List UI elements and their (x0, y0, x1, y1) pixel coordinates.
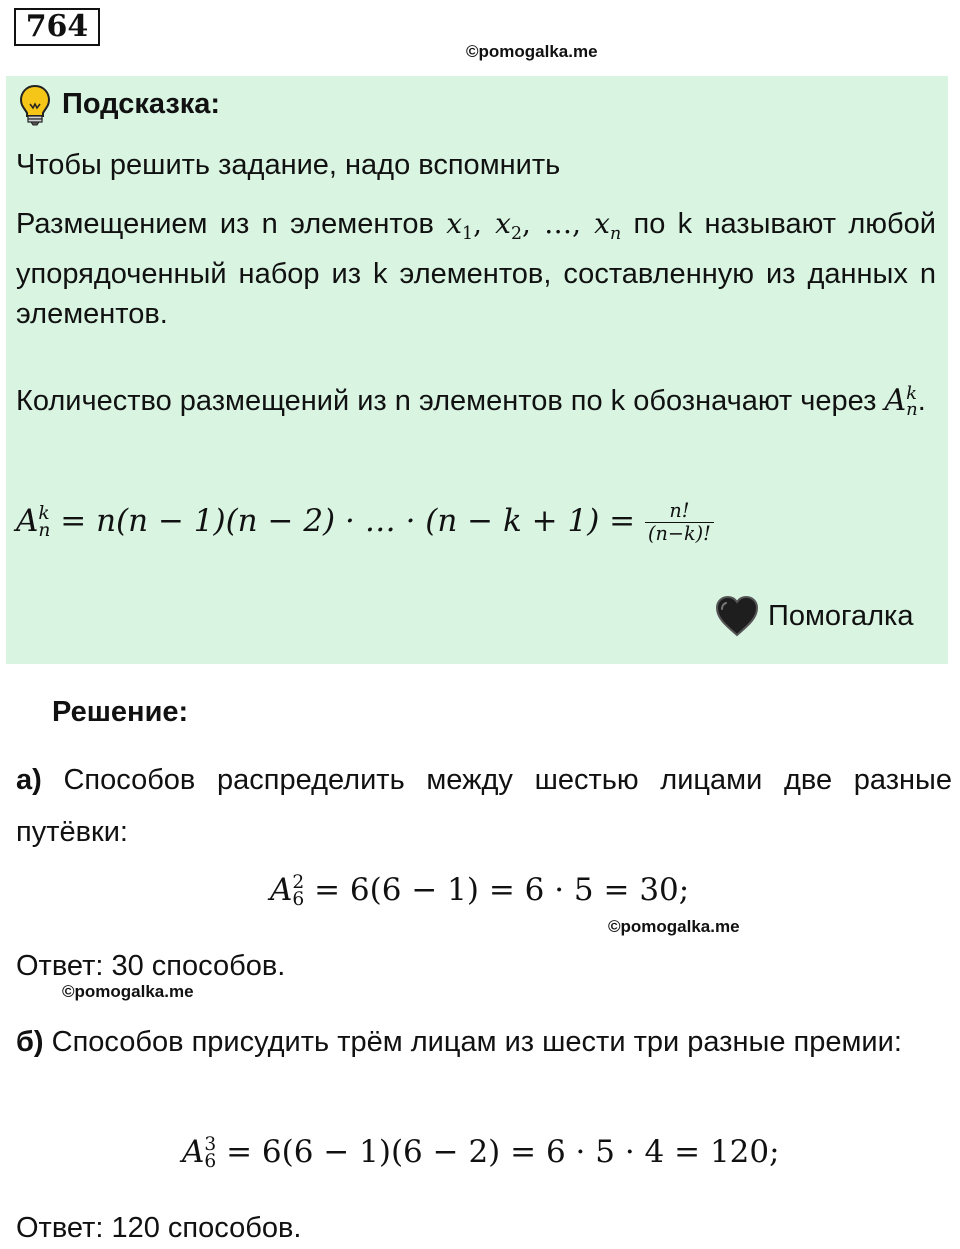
hint-count: Количество размещений из n элементов по k обозначают через A k n . (16, 382, 926, 420)
lightbulb-icon (18, 84, 52, 126)
def-start: Размещением из n элементов (16, 208, 434, 240)
task-number: 764 (14, 8, 100, 46)
count-symbol: A k n (884, 382, 918, 420)
part-a-formula: A 2 6 = 6(6 − 1) = 6 · 5 = 30; (270, 871, 690, 910)
watermark-low: ©pomogalka.me (62, 982, 194, 1001)
heart-icon (714, 595, 760, 637)
part-a-statement: а) Способов распределить между шестью лицами две разные путёвки: (16, 764, 952, 848)
def-end: по k называют любой упорядоченный набор из k элементов, составленную из данных n элементов. (16, 208, 936, 331)
hint-definition (16, 204, 936, 334)
def-sequence: $x_1$, $x_2$, …, $x_n$ (446, 207, 622, 245)
brand-label: Помогалка (768, 600, 914, 632)
formula-fraction: $\frac{n!}{(n-k)!}$ (645, 500, 714, 545)
part-a-rhs: = 6(6 − 1) = 6 · 5 = 30; (314, 872, 690, 908)
part-b-formula: A 3 6 = 6(6 − 1)(6 − 2) = 6 · 5 · 4 = 120; (182, 1133, 780, 1172)
watermark-mid: ©pomogalka.me (608, 917, 740, 936)
part-b-rhs: = 6(6 − 1)(6 − 2) = 6 · 5 · 4 = 120; (226, 1134, 780, 1170)
solution-title: Решение: (52, 696, 189, 728)
count-start: Количество размещений из n элементов по k обозначают через (16, 385, 877, 417)
hint-formula: A k n = n(n − 1)(n − 2) · … · (n − k + 1) = $\frac{n!}{(n-k)!}$ (16, 500, 714, 545)
watermark-top: ©pomogalka.me (466, 42, 598, 61)
part-a-answer: Ответ: 30 способов. (16, 950, 286, 982)
formula-rhs: = n(n − 1)(n − 2) · … · (n − k + 1) = (60, 503, 636, 540)
part-b-statement: б) Способов присудить трём лицам из шести три разные премии: (16, 1026, 902, 1058)
hint-title: Подсказка: (62, 88, 221, 120)
part-b-answer: Ответ: 120 способов. (16, 1212, 302, 1244)
hint-intro: Чтобы решить задание, надо вспомнить (16, 149, 561, 181)
